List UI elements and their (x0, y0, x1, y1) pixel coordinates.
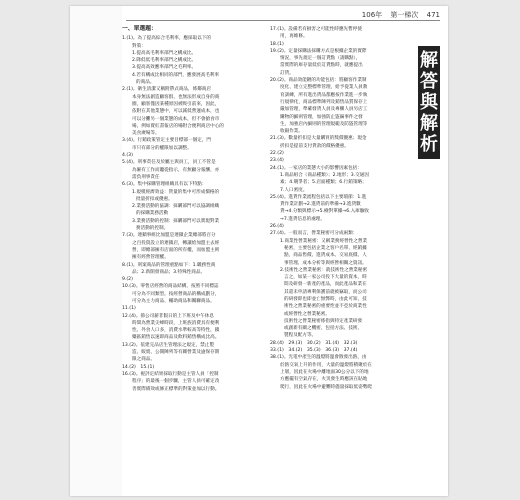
side-title-char: 解 (420, 50, 438, 71)
answer-line: 的商品。 (136, 80, 155, 86)
answer-line: 其還未申請專利保護前就被竊取，而公司 (284, 289, 367, 295)
answer-line: 10.(3)。零售店經營的商品結構，按照不同標誌 (122, 284, 219, 290)
answer-line: 生，加強店內細則的管理規範及防盜管理等 (280, 121, 368, 127)
answer-line: 訂貨。 (280, 70, 294, 76)
answer-line: 38.(1)。光電中產生的溫燈將溫會散發出熱，由 (270, 355, 367, 361)
answer-line: 4.(3) (122, 153, 133, 159)
section-heading: 一、單選題： (122, 26, 157, 32)
answer-line: 17.(1)。設備若有損害之可能性時應先暫停使 (270, 27, 362, 32)
answer-line: 13.(2)。依建完品店生管理法之規定，禁止製 (122, 342, 214, 348)
answer-line: 19.(2)。定量採購法採購方式是根據企業的實際 (270, 48, 367, 54)
header-page-number: 471 (426, 11, 440, 19)
answer-line: 批量折扣或優惠。 (136, 196, 173, 202)
answer-line: 或創新有關之機密，包括方法、技術、 (284, 326, 363, 332)
side-title-char: 析 (420, 134, 438, 155)
answer-line: 場，例如賣紅書報店的場附合便利商店中心的 (132, 123, 224, 129)
answer-line: 依附在其他業態中，可以減低營運成本，也 (132, 109, 220, 115)
answer-line: 8.(1)。刑案商品的管理重點如下：1.職務性商 (122, 262, 216, 268)
answer-line: 圈，顧客僅因某種原因被吸引前來，因此， (132, 101, 220, 107)
header-year: 106年 (361, 11, 383, 19)
right-column (270, 26, 408, 391)
answer-line: 度化、建立完整標準管理，給予從業人員教 (280, 85, 368, 91)
answer-line: 上層，因此在火場中離地面30公分以下的地 (280, 369, 369, 375)
answer-line: 嚴加管理，準確發貨人員及專櫃人員另店工 (280, 107, 368, 113)
answer-line: 情況，事先規定一個訂貨點（請購點）， (280, 56, 361, 62)
answer-line: 間及研發一新產的產品，而此產品和業在 (284, 282, 367, 288)
answer-line: 的採購業務活動 (136, 211, 169, 217)
answer-line: 藥區銷售以速即商品及飲料銷售構成比高。 (132, 335, 220, 341)
answer-line: 行規律化，商品標準陳列及銷售品質保存上 (280, 99, 368, 105)
answer-line: 限之商品。 (132, 357, 155, 363)
answer-line: 18.(1) (270, 41, 284, 47)
answer-line: 12.(4)。節公司薪非假日的上下班及中午休息 (122, 313, 214, 319)
answer-line: 可分為主力商品、輔助商品和關聯商品。 (132, 298, 215, 304)
answer-line: 24.(1)。一家店的業態大小的影響因素包括： (270, 165, 362, 171)
answer-line: 本身無法創造顧客群，也無法形成自身的商 (132, 94, 220, 100)
answer-line: 或經營性之營業秘密。 (284, 311, 330, 317)
answer-line: 2.業務活動的協調：採購部門可以協調組織 (132, 204, 220, 210)
answer-line: 16.(3)。視評定結果採取行動是主管人員「控制 (122, 371, 219, 377)
answer-line: 21.(3)。數量折扣是大量購買的獎價優惠；現金 (270, 136, 367, 142)
answer-line: 4.若有構成比相同的部門，應發展高毛利率 (132, 72, 220, 78)
header-rule (126, 20, 440, 21)
answer-line: 程序」的最後一個步驟，主管人員可確定改 (132, 379, 220, 385)
answer-line: 市只有部分的權限加以調整。 (132, 145, 192, 151)
answer-line: 育訓練，所有進出貨品都應按作業進一步執 (280, 92, 368, 98)
answer-line: 購物的細則管理，加強防止盜竊事件之發 (280, 114, 363, 120)
answer-line: 22.(2) (270, 151, 284, 157)
page-margin (70, 6, 122, 496)
answer-line: 25.(4)。進貨作業流程包括以下主要環節：1.進 (270, 194, 367, 200)
side-title-tab (418, 46, 440, 159)
answer-line: 7.人口密度。 (280, 187, 308, 193)
answer-line: 術性之營業秘密的重要性並不亞於商業性 (284, 304, 367, 310)
answer-line: 3.(4)。行銷政策管定主要目標部一個定，門 (122, 138, 211, 144)
answer-line: 9.(2) (122, 277, 133, 283)
answer-line: 營，即總部擁有店面的所有權，而加盟主則 (132, 247, 220, 253)
answer-line: 1.規模經濟效益：貨量的集中可形成價格的 (132, 189, 220, 195)
answer-line: 1.提高高毛利率部門之構成比。 (132, 50, 197, 56)
answer-line: 事管理、成本分析等與經營相關之資訊。 (284, 260, 367, 266)
answer-line: 的研發即也即並亡無弊時，由此可知，技 (284, 296, 367, 302)
answer-line: 性、外食人口多，消費水準較高等特性，鎖 (132, 328, 220, 334)
answer-line: 貨作業計劃→2.進貨前的準備→3.進貨數 (280, 202, 361, 208)
answer-line: 當實際的庫存量低於訂貨點時，就應提出 (280, 63, 363, 69)
answer-line: 3.業務活動的控制：採購部門可以實現對業 (132, 218, 220, 224)
answer-line: 點，商品售價、進貨成本、交易底價、人 (284, 253, 367, 259)
answer-line: 收銀作業。 (280, 129, 303, 135)
side-title-char: 答 (420, 71, 438, 92)
answer-line: 14.(2) 15.(1) (122, 364, 155, 370)
answer-line: 5.(4)。刑事責任及於屬主與員工，員工不管是 (122, 160, 216, 166)
answer-line: 爬行，因此在火場中避難時儘量採取低姿勢爬 (280, 384, 372, 390)
answer-line: 可分為不同類型。按經營商品的構成劃分， (132, 291, 220, 297)
side-title-char: 解 (420, 113, 438, 134)
answer-line: 時間為營業尖峰時段，上班族消費具有便利 (132, 320, 220, 326)
answer-line: 秘密，主要包括企業之客戶名單，經銷據 (284, 245, 367, 251)
answer-line: 美食廣場等。 (132, 131, 160, 137)
answer-line: 之百投資設立的連鎖店，轉讓給加盟主去經 (132, 240, 220, 246)
answer-line: 需負刑事責任 (132, 174, 160, 180)
answer-line: 務活動的控制。 (136, 226, 169, 232)
book-page (70, 6, 448, 496)
answer-line: 為僱有工作而聽從指示，有無顧分報酬，亦 (132, 167, 220, 173)
page-header (356, 10, 440, 20)
answer-line: 折扣是提前支付貨款的價格優惠。 (280, 143, 349, 149)
answer-line: 2.(1)。衛生清潔又稱附帶式商品，係鄰商店 (122, 87, 211, 93)
left-column (122, 26, 264, 393)
answer-line: 27.(4)。一般而言，營業秘密可分成兩類： (270, 231, 358, 237)
answer-line: 3.提高高效應率部門之毛利率。 (132, 65, 197, 71)
answer-line: 1.商業性營業秘密：又稱業務經營性之營業 (280, 238, 368, 244)
side-title-char: 與 (420, 92, 438, 113)
answer-line: 28.(4) 29.(3) 30.(2) 31.(4) 32.(3) (270, 340, 358, 346)
answer-line: →7.進貨信息的處理。 (280, 216, 325, 222)
answer-line: 26.(4) (270, 224, 284, 230)
answer-line: 2.技術性之營業秘密：就技術性之營業秘密 (280, 267, 368, 273)
answer-line: 善實際績效或修正標準的對策並加以行動。 (132, 386, 220, 392)
answer-line: 6.(3)。集中採購管理組織具有以下特點： (122, 182, 207, 188)
answer-line: 造、販賣、公開陳列等有關營業及逾保存期 (132, 350, 220, 356)
answer-line: 2.降低低毛利率部門之構成比。 (132, 58, 197, 64)
answer-line: 方應擺有空氣存在，火災發生時應該在貼地 (280, 377, 368, 383)
answer-line: 技術性之營業秘密係指與特定產業研發 (284, 318, 363, 324)
answer-line: 擁有經營管理權。 (132, 255, 169, 261)
answer-line: 言之，如某一家公司投下大量的資本，時 (284, 275, 367, 281)
answer-line: 貨→4.分類與標示→5.檢對單據→6.入庫驗收 (280, 209, 370, 215)
answer-line: 於熱交氧上升的作用，大量的溫燈將積聚於在 (280, 362, 372, 368)
header-exam: 第一梯次 (390, 11, 419, 19)
answer-line: 素；4.競爭者；5.店面種類；6.行銷策略； (280, 180, 367, 186)
answer-line: 33.(1) 34.(2) 35.(3) 36.(3) 37.(4) (270, 348, 358, 354)
answer-line: 1.(1)。為了提高綜合毛利率，應採取以下的 (122, 36, 211, 42)
answer-line: 7.(3)。連鎖事組比加盟是連鎖企業總部將百分 (122, 233, 216, 239)
answer-line: 對策： (132, 43, 146, 49)
answer-line: 製程及配方等。 (284, 333, 317, 339)
answer-line: 23.(4) (270, 158, 284, 164)
answer-line: 可以分攤另一個業態的成本，但不會搶食市 (132, 116, 220, 122)
answer-line: 1.商品組合（商品種類）；2.地形；3.交通因 (280, 172, 369, 178)
answer-line: 20.(2)。商品效能鏈的功能包括：將顧客作業制 (270, 78, 367, 84)
answer-line: 11.(1) (122, 306, 136, 312)
answer-line: 品；2.新開發商品；3.特殊性商品。 (132, 269, 206, 275)
answer-line: 用，再維修。 (280, 34, 308, 40)
